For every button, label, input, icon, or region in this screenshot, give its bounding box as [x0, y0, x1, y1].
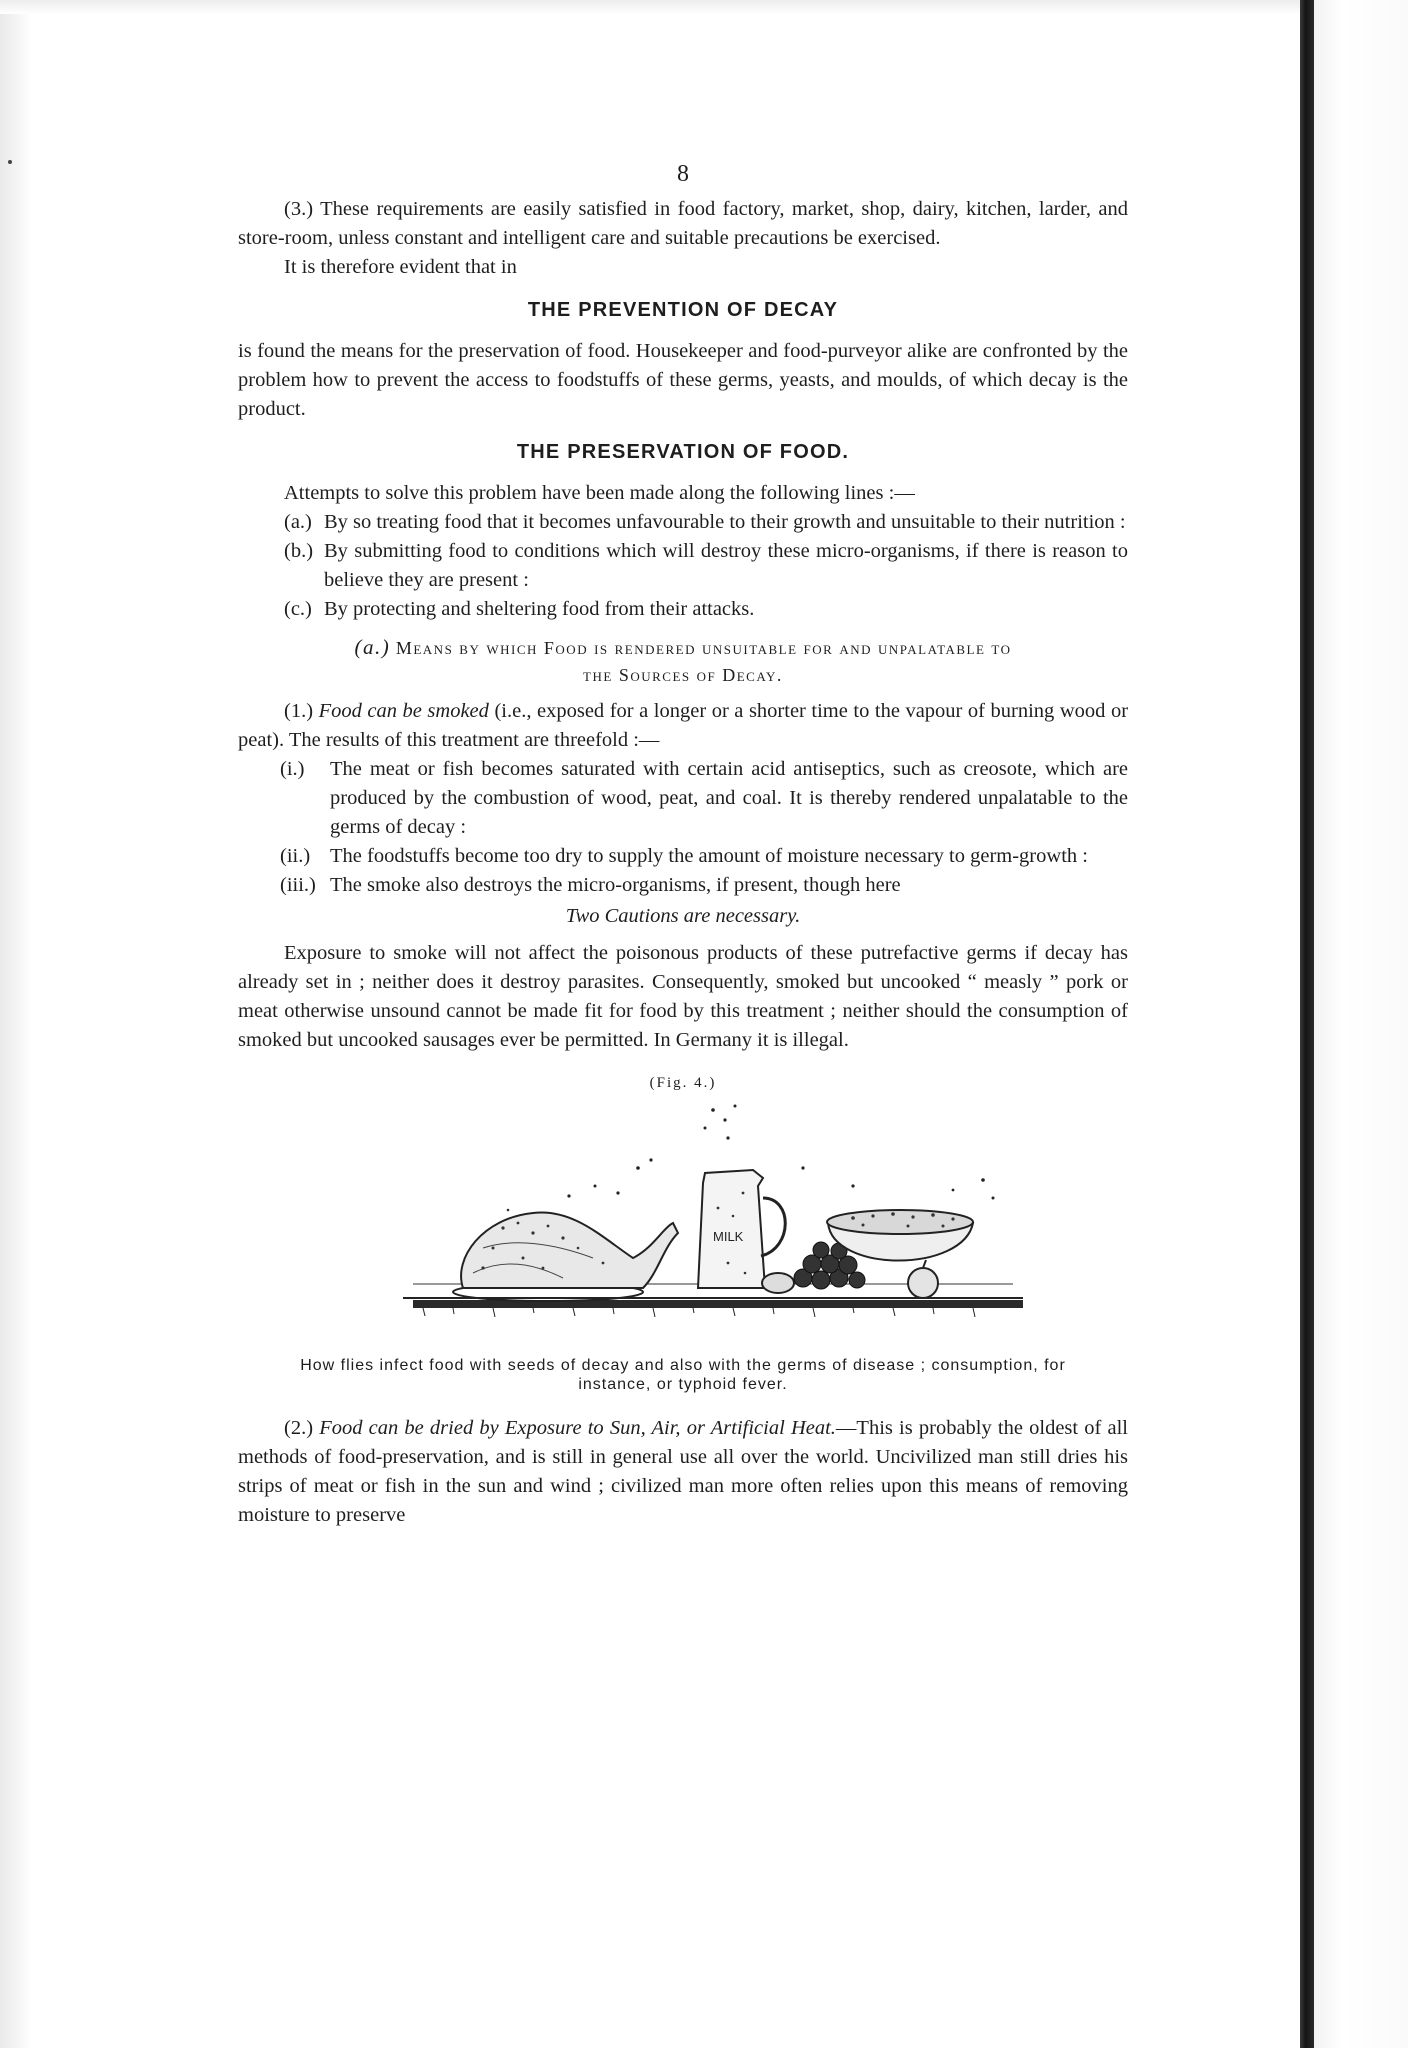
- page-number: 8: [677, 161, 689, 187]
- paragraph-requirements: (3.) These requirements are easily satisfied in food factory, market, shop, dairy, kitchen, larder, and store-room, unless constant and intelligent care and suitable precautions be exercised.: [238, 198, 1128, 249]
- subheading-marker: (a.): [354, 635, 391, 659]
- subheading-means: [238, 634, 1128, 689]
- scan-left-edge: [0, 0, 32, 2048]
- book-spine-shadow: [1300, 0, 1314, 2048]
- paragraph-number: (1.): [284, 700, 314, 722]
- paragraph-exposure: Exposure to smoke will not affect the poisonous products of these putrefactive germs if decay has already set in ; neither does it destroy parasites. Consequently, smoked but uncooked “ measly ” pork or meat otherwise unsound cannot be made fit for food by this treatment ; neither should the consumption of smoked but uncooked sausages ever be permitted. In Germany it is illegal.: [238, 942, 1128, 1051]
- paragraph-number: (2.): [284, 1417, 314, 1439]
- paragraph-attempts: Attempts to solve this problem have been made along the following lines :—: [284, 482, 915, 504]
- subheading-line-2: the Sources of Decay.: [583, 665, 783, 685]
- paragraph-prevention: is found the means for the preservation of food. Housekeeper and food-purveyor alike are confronted by the problem how to prevent the access to foodstuffs of these germs, yeasts, and moulds, of which decay is the product.: [238, 340, 1128, 420]
- list-marker: (a.): [284, 511, 312, 533]
- list-text: The foodstuffs become too dry to supply the amount of moisture necessary to germ-growth :: [330, 845, 1088, 867]
- italic-phrase: Food can be smoked: [318, 700, 489, 722]
- result-item-i: [238, 755, 1128, 842]
- list-text: By so treating food that it becomes unfavourable to their growth and unsuitable to their nutrition :: [324, 511, 1126, 533]
- figure-flies-on-food: [333, 1098, 1033, 1348]
- italic-phrase: Food can be dried by Exposure to Sun, Air, or Artificial Heat.: [319, 1417, 836, 1439]
- cautions-heading: Two Cautions are necessary.: [565, 905, 801, 927]
- paragraph-text: —This is probably the oldest of all methods of food-preservation, and is still in general use all over the world. Uncivilized man still dries his strips of meat or fish in the sun and wind ; civilized man more often relies upon this means of removing moisture to preserve: [238, 1417, 1129, 1526]
- list-text: The meat or fish becomes saturated with certain acid antiseptics, such as creosote, which are produced by the combustion of wood, peat, and coal. It is thereby rendered unpalatable to the germs of decay :: [330, 758, 1128, 838]
- paragraph-text: (i.e., exposed for a longer or a shorter time to the vapour of burning wood or peat). The results of this treatment are threefold :—: [238, 700, 1129, 751]
- list-text: By submitting food to conditions which will destroy these micro-organisms, if there is reason to believe they are present :: [324, 540, 1128, 591]
- jug-label: MILK: [713, 1229, 744, 1244]
- document-page: [238, 160, 1128, 1530]
- list-item-a: [238, 508, 1128, 537]
- facing-page-edge: [1314, 0, 1408, 2048]
- result-item-iii: [238, 871, 1128, 900]
- list-marker: (ii.): [280, 845, 311, 867]
- list-text: The smoke also destroys the micro-organisms, if present, though here: [330, 874, 901, 896]
- list-marker: (c.): [284, 598, 312, 620]
- heading-prevention-of-decay: THE PREVENTION OF DECAY: [527, 299, 839, 321]
- food-illustration: [333, 1098, 1033, 1348]
- heading-preservation-of-food: THE PRESERVATION OF FOOD.: [516, 441, 850, 463]
- scan-top-edge: [0, 0, 1408, 14]
- list-marker: (i.): [280, 758, 305, 780]
- list-text: By protecting and sheltering food from their attacks.: [324, 598, 755, 620]
- scan-speck: [8, 160, 12, 164]
- paragraph-dried: [238, 1414, 1128, 1530]
- subheading-line-1: Means by which Food is rendered unsuitable for and unpalatable to: [395, 638, 1012, 658]
- figure-caption: How flies infect food with seeds of decay and also with the germs of disease ; consumption, for instance, or typhoid fever.: [300, 1357, 1066, 1393]
- list-item-b: [238, 537, 1128, 595]
- figure-label: (Fig. 4.): [649, 1075, 717, 1091]
- list-item-c: [238, 595, 1128, 624]
- result-item-ii: [238, 842, 1128, 871]
- list-marker: (b.): [284, 540, 314, 562]
- list-marker: (iii.): [280, 874, 316, 896]
- paragraph-therefore: It is therefore evident that in: [284, 256, 517, 278]
- paragraph-smoked: [238, 697, 1128, 755]
